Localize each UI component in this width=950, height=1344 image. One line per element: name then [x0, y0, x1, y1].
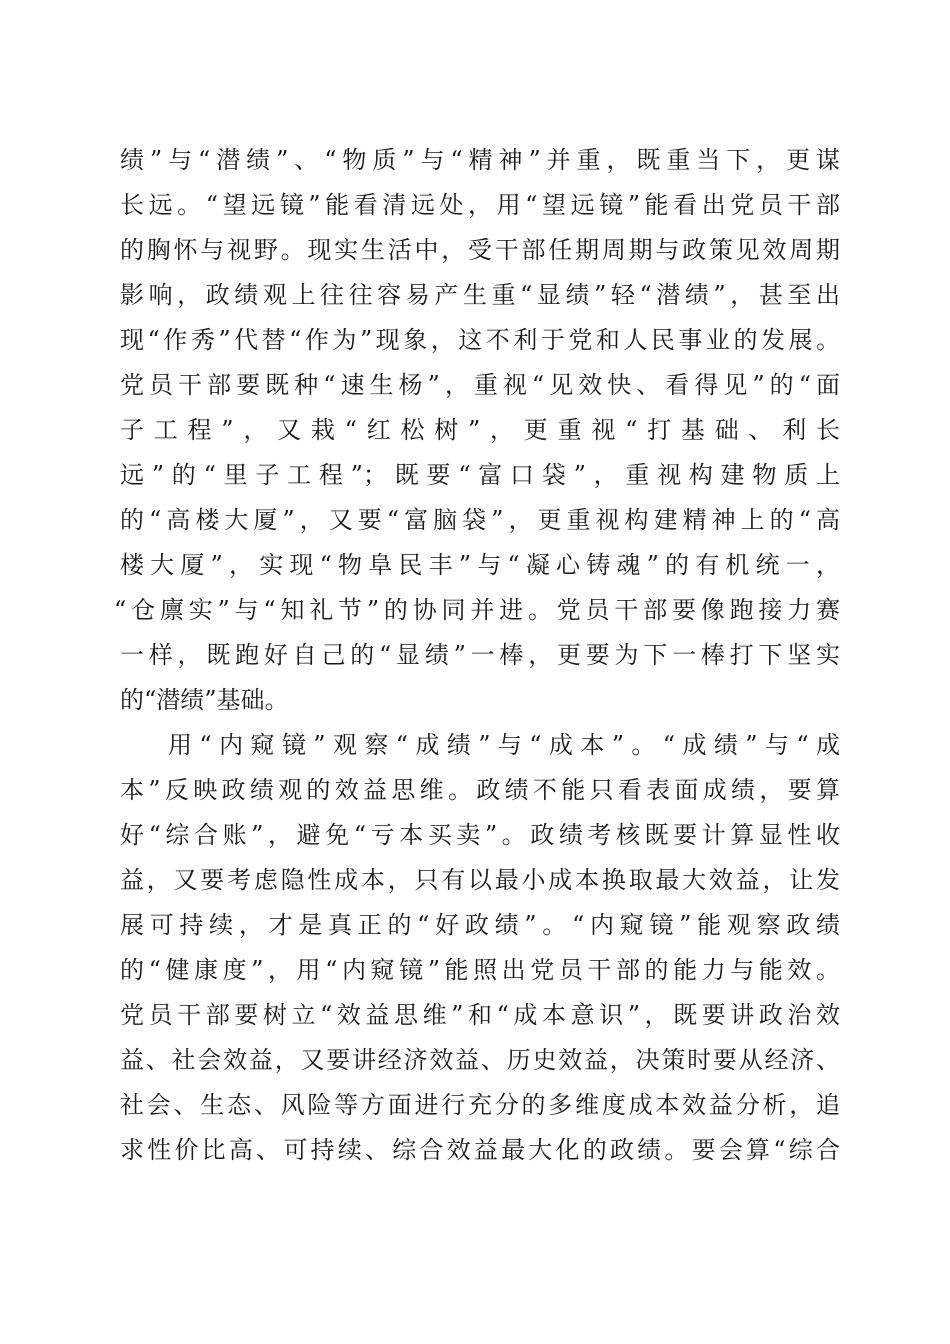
- text-line: “仓廪实”与“知礼节”的协同并进。党员干部要像跑接力赛: [114, 596, 840, 624]
- text-line: 党员干部要既种“速生杨”，重视“见效快、看得见”的“面: [120, 371, 840, 399]
- text-line: 的“潜绩”基础。: [120, 686, 289, 714]
- text-line: 本”反映政绩观的效益思维。政绩不能只看表面成绩，要算: [120, 776, 840, 804]
- document-body: [114, 138, 840, 1173]
- paragraph-1: [114, 138, 840, 723]
- text-line: 求性价比高、可持续、综合效益最大化的政绩。要会算“综合: [120, 1136, 840, 1164]
- text-line: 益、社会效益，又要讲经济效益、历史效益，决策时要从经济、: [120, 1046, 840, 1074]
- paragraph-2: [120, 723, 840, 1173]
- text-line: 影响，政绩观上往往容易产生重“显绩”轻“潜绩”，甚至出: [120, 281, 840, 309]
- text-line: 益，又要考虑隐性成本，只有以最小成本换取最大效益，让发: [120, 866, 840, 894]
- text-line: 子工程”，又栽“红松树”，更重视“打基础、利长: [120, 416, 840, 444]
- text-line: 的胸怀与视野。现实生活中，受干部任期周期与政策见效周期: [120, 236, 840, 264]
- text-line: 现“作秀”代替“作为”现象，这不利于党和人民事业的发展。: [120, 326, 840, 354]
- text-line: 的“健康度”，用“内窥镜”能照出党员干部的能力与能效。: [120, 956, 840, 984]
- text-line: 远”的“里子工程”；既要“富口袋”，重视构建物质上: [120, 461, 840, 489]
- text-line: 绩”与“潜绩”、“物质”与“精神”并重，既重当下，更谋: [120, 146, 840, 174]
- text-line: 党员干部要树立“效益思维”和“成本意识”，既要讲政治效: [120, 1001, 840, 1029]
- text-line: 社会、生态、风险等方面进行充分的多维度成本效益分析，追: [120, 1091, 840, 1119]
- text-line: 用“内窥镜”观察“成绩”与“成本”。“成绩”与“成: [168, 731, 840, 759]
- text-line: 一样，既跑好自己的“显绩”一棒，更要为下一棒打下坚实: [120, 641, 840, 669]
- text-line: 长远。“望远镜”能看清远处，用“望远镜”能看出党员干部: [120, 191, 840, 219]
- text-line: 楼大厦”，实现“物阜民丰”与“凝心铸魂”的有机统一，: [120, 551, 840, 579]
- text-line: 的“高楼大厦”，又要“富脑袋”，更重视构建精神上的“高: [120, 506, 840, 534]
- text-line: 好“综合账”，避免“亏本买卖”。政绩考核既要计算显性收: [120, 821, 840, 849]
- text-line: 展可持续，才是真正的“好政绩”。“内窥镜”能观察政绩: [120, 911, 840, 939]
